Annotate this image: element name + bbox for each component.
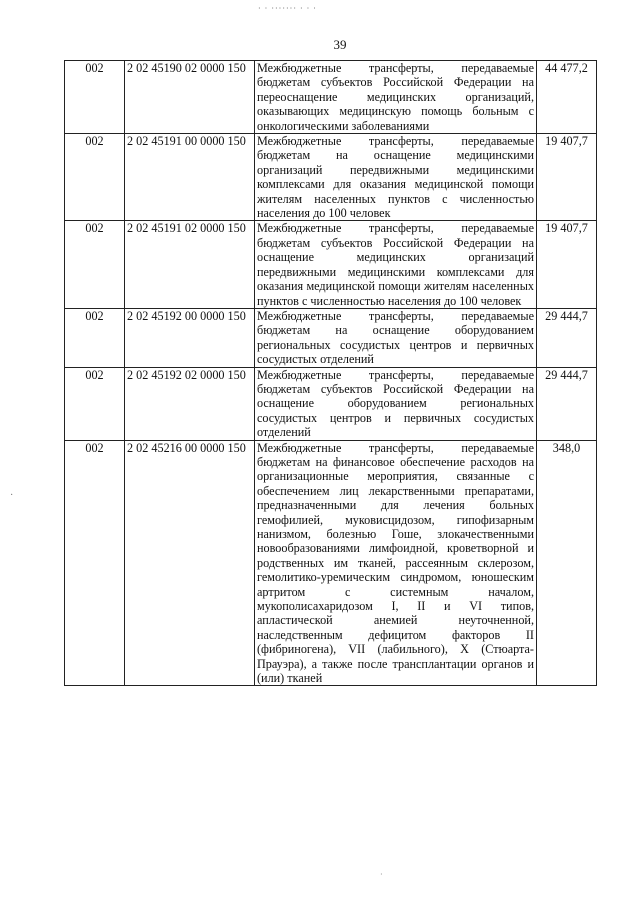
admin-code-cell: 002 bbox=[65, 440, 125, 686]
budget-code-cell: 2 02 45192 00 0000 150 bbox=[125, 308, 255, 367]
description-cell: Межбюджетные трансферты, передаваемые бюджетам на финансовое обеспечение расходов на организационные мероприятия, связанные с обеспечением лиц лекарственными препаратами, предназначенными для лечения больных гемофилией, муковисцидозом, гипофизарным нанизмом, болезнью Гоше, злокачественными новообразованиями лимфоидной, кроветворной и родственных им тканей, рассеянным склерозом, гемолитико-уремическим синдромом, юношеским артритом с системным началом, мукополисахаридозом I, II и VI типов, апластической анемией неуточненной, наследственным дефицитом факторов II (фибриногена), VII (лабильного), X (Стюарта-Прауэра), а также после трансплантации органов и (или) тканей bbox=[255, 440, 537, 686]
admin-code-cell: 002 bbox=[65, 61, 125, 134]
admin-code-cell: 002 bbox=[65, 367, 125, 440]
table-row bbox=[65, 134, 597, 221]
table-row bbox=[65, 221, 597, 308]
page-number: 39 bbox=[333, 37, 347, 52]
budget-table bbox=[64, 60, 597, 686]
scan-margin-mark: · bbox=[10, 490, 14, 501]
scan-header-artifact: · · ······· · · · bbox=[258, 4, 317, 13]
amount-cell: 44 477,2 bbox=[537, 61, 597, 134]
budget-code-cell: 2 02 45192 02 0000 150 bbox=[125, 367, 255, 440]
amount-cell: 348,0 bbox=[537, 440, 597, 686]
description-cell: Межбюджетные трансферты, передаваемые бюджетам субъектов Российской Федерации на оснащение оборудованием региональных сосудистых центров и первичных сосудистых отделений bbox=[255, 367, 537, 440]
description-cell: Межбюджетные трансферты, передаваемые бюджетам субъектов Российской Федерации на переоснащение медицинских организаций, оказывающих медицинскую помощь больным с онкологическими заболеваниями bbox=[255, 61, 537, 134]
description-cell: Межбюджетные трансферты, передаваемые бюджетам на оснащение оборудованием региональных сосудистых центров и первичных сосудистых отделений bbox=[255, 308, 537, 367]
admin-code-cell: 002 bbox=[65, 221, 125, 308]
table-row bbox=[65, 367, 597, 440]
budget-code-cell: 2 02 45191 00 0000 150 bbox=[125, 134, 255, 221]
amount-cell: 19 407,7 bbox=[537, 134, 597, 221]
description-cell: Межбюджетные трансферты, передаваемые бюджетам на оснащение медицинскими организаций передвижными медицинскими комплексами для оказания медицинской помощи жителям населенных пунктов с численностью населения до 100 человек bbox=[255, 134, 537, 221]
table-row bbox=[65, 440, 597, 686]
budget-code-cell: 2 02 45216 00 0000 150 bbox=[125, 440, 255, 686]
budget-code-cell: 2 02 45191 02 0000 150 bbox=[125, 221, 255, 308]
scan-footer-mark: · bbox=[380, 870, 383, 879]
budget-code-cell: 2 02 45190 02 0000 150 bbox=[125, 61, 255, 134]
admin-code-cell: 002 bbox=[65, 134, 125, 221]
table-row bbox=[65, 61, 597, 134]
amount-cell: 29 444,7 bbox=[537, 308, 597, 367]
amount-cell: 29 444,7 bbox=[537, 367, 597, 440]
admin-code-cell: 002 bbox=[65, 308, 125, 367]
table-row bbox=[65, 308, 597, 367]
amount-cell: 19 407,7 bbox=[537, 221, 597, 308]
description-cell: Межбюджетные трансферты, передаваемые бюджетам субъектов Российской Федерации на оснащение медицинских организаций передвижными медицинскими комплексами для оказания медицинской помощи жителям населенных пунктов с численностью населения до 100 человек bbox=[255, 221, 537, 308]
